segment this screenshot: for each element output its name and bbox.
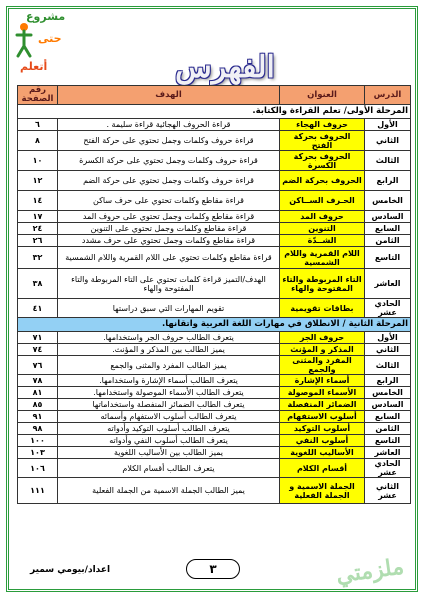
watermark-text: ملزمتي xyxy=(334,553,406,589)
topic-cell: الأسماء الموصولة xyxy=(280,387,365,399)
logo-line-1: مشروع xyxy=(26,10,66,23)
header-lesson: الدرس xyxy=(365,86,411,105)
lesson-cell: الثاني عشر xyxy=(365,478,411,504)
topic-cell: حروف الجر xyxy=(280,332,365,344)
lesson-cell: الرابع xyxy=(365,171,411,191)
goal-cell: يتعرف الطالب الأسماء الموصولة واستخدامها. xyxy=(58,387,280,399)
logo-line-2: حتى xyxy=(38,32,62,45)
table-row xyxy=(18,223,411,235)
table-row xyxy=(18,411,411,423)
topic-cell: المفرد والمثنى والجمع xyxy=(280,356,365,375)
topic-cell: الحروف بحركة الفتح xyxy=(280,131,365,151)
lesson-cell: الحادي عشر xyxy=(365,299,411,318)
table-row xyxy=(18,332,411,344)
author-credit: اعداد/بيومي سمير xyxy=(30,565,111,575)
topic-cell: أسماء الإشارة xyxy=(280,375,365,387)
lesson-cell: الخامس xyxy=(365,191,411,211)
section-row-1 xyxy=(18,105,411,119)
topic-cell: الأساليب اللغوية xyxy=(280,447,365,459)
goal-cell: قراءة الحروف الهجائية قراءة سليمة . xyxy=(58,119,280,131)
topic-cell: أسلوب النفي xyxy=(280,435,365,447)
goal-cell: قراءة مقاطع وكلمات وجمل تحتوي على حروف المد xyxy=(58,211,280,223)
lesson-cell: الأول xyxy=(365,332,411,344)
page-cell: ٨ xyxy=(18,131,58,151)
topic-cell: الشــدّة xyxy=(280,235,365,247)
table-row xyxy=(18,171,411,191)
topic-cell: المذكر و المؤنث xyxy=(280,344,365,356)
lesson-cell: الحادي عشر xyxy=(365,459,411,478)
table-row xyxy=(18,344,411,356)
header-page: رقم الصفحة xyxy=(18,86,58,105)
table-row xyxy=(18,375,411,387)
topic-cell: الحروف بحركة الكسرة xyxy=(280,151,365,171)
goal-cell: قراءة مقاطع وكلمات تحتوي على حرف ساكن xyxy=(58,191,280,211)
topic-cell: أقسام الكلام xyxy=(280,459,365,478)
page-cell: ٦ xyxy=(18,119,58,131)
table-row xyxy=(18,269,411,299)
page-cell: ١٤ xyxy=(18,191,58,211)
goal-cell: يتعرف الطالب أسماء الإشارة واستخدامها. xyxy=(58,375,280,387)
page-number: ٣ xyxy=(186,559,240,579)
topic-cell: الحروف بحركة الضم xyxy=(280,171,365,191)
table-row xyxy=(18,119,411,131)
child-figure-icon xyxy=(14,22,34,58)
table-row xyxy=(18,356,411,375)
page-cell: ١٠ xyxy=(18,151,58,171)
lesson-cell: الثالث xyxy=(365,151,411,171)
page-cell: ٩١ xyxy=(18,411,58,423)
section-row-2 xyxy=(18,318,411,332)
topic-cell: التاء المربوطة والتاء المفتوحة والهاء xyxy=(280,269,365,299)
topic-cell: اللام القمرية واللام الشمسية xyxy=(280,247,365,269)
project-logo xyxy=(12,10,68,80)
goal-cell: قراءة حروف وكلمات وجمل تحتوي على حركة الفتح xyxy=(58,131,280,151)
topic-cell: الضمائر المنفصلة xyxy=(280,399,365,411)
table-row xyxy=(18,191,411,211)
lesson-cell: العاشر xyxy=(365,447,411,459)
lesson-cell: الرابع xyxy=(365,375,411,387)
lesson-cell: الثالث xyxy=(365,356,411,375)
goal-cell: يتعرف الطالب أسلوب الاستفهام وأسمائه xyxy=(58,411,280,423)
table-row xyxy=(18,247,411,269)
table-row xyxy=(18,447,411,459)
goal-cell: يميز الطالب بين المذكر و المؤنث. xyxy=(58,344,280,356)
table-row xyxy=(18,435,411,447)
page-cell: ١١١ xyxy=(18,478,58,504)
goal-cell: يميز الطالب المفرد والمثنى والجمع xyxy=(58,356,280,375)
goal-cell: يتعرف الطالب أقسام الكلام xyxy=(58,459,280,478)
table-row xyxy=(18,459,411,478)
watermark-logo xyxy=(330,548,418,594)
goal-cell: يتعرف الطالب أسلوب النفي وأدواته xyxy=(58,435,280,447)
lesson-cell: الثاني xyxy=(365,344,411,356)
lesson-cell: السادس xyxy=(365,399,411,411)
page-cell: ٩٨ xyxy=(18,423,58,435)
page-cell: ٣٢ xyxy=(18,247,58,269)
page-title: الفهرس xyxy=(175,50,275,85)
goal-cell: قراءة مقاطع وكلمات تحتوي على اللام القمرية واللام الشمسية xyxy=(58,247,280,269)
section-title-2: المرحلة الثانية / الانطلاق في مهارات اللغة العربية واتقانها. xyxy=(18,318,411,332)
lesson-cell: التاسع xyxy=(365,435,411,447)
section-title-1: المرحلة الأولى/ تعلم القراءة والكتابة. xyxy=(18,105,411,119)
table-row xyxy=(18,299,411,318)
table-header-row xyxy=(18,86,411,105)
topic-cell: الجملة الاسمية و الجملة الفعلية xyxy=(280,478,365,504)
page-cell: ١٠٠ xyxy=(18,435,58,447)
lesson-cell: العاشر xyxy=(365,269,411,299)
table-row xyxy=(18,235,411,247)
topic-cell: أسلوب الاستفهام xyxy=(280,411,365,423)
goal-cell: يميز الطالب بين الأساليب اللغوية xyxy=(58,447,280,459)
page-cell: ٨٥ xyxy=(18,399,58,411)
goal-cell: الهدف/التميز قراءة كلمات تحتوي على التاء المربوطة والتاء المفتوحة والهاء xyxy=(58,269,280,299)
table-row xyxy=(18,478,411,504)
table-row xyxy=(18,131,411,151)
page-cell: ٧١ xyxy=(18,332,58,344)
page-cell: ٧٨ xyxy=(18,375,58,387)
page-cell: ٨١ xyxy=(18,387,58,399)
lesson-cell: التاسع xyxy=(365,247,411,269)
goal-cell: تقويم المهارات التي سبق دراستها xyxy=(58,299,280,318)
topic-cell: بطاقات تقويمية xyxy=(280,299,365,318)
topic-cell: حروف الهجاء xyxy=(280,119,365,131)
lesson-cell: الثامن xyxy=(365,235,411,247)
goal-cell: يتعرف الطالب أسلوب التوكيد وأدواته xyxy=(58,423,280,435)
table-row xyxy=(18,387,411,399)
index-table xyxy=(17,85,411,504)
page-cell: ١٢ xyxy=(18,171,58,191)
table-row xyxy=(18,423,411,435)
header-goal: الهدف xyxy=(58,86,280,105)
lesson-cell: السادس xyxy=(365,211,411,223)
topic-cell: أسلوب التوكيد xyxy=(280,423,365,435)
lesson-cell: الأول xyxy=(365,119,411,131)
logo-line-3: أتعلم xyxy=(20,60,48,73)
page-cell: ١٧ xyxy=(18,211,58,223)
topic-cell: التنوين xyxy=(280,223,365,235)
table-row xyxy=(18,151,411,171)
page-cell: ٧٦ xyxy=(18,356,58,375)
lesson-cell: الثاني xyxy=(365,131,411,151)
topic-cell: الحـرف الســاكن xyxy=(280,191,365,211)
page-cell: ١٠٦ xyxy=(18,459,58,478)
goal-cell: قراءة حروف وكلمات وجمل تحتوي على حركة الضم xyxy=(58,171,280,191)
page-cell: ٢٤ xyxy=(18,223,58,235)
lesson-cell: السابع xyxy=(365,411,411,423)
page-cell: ٧٤ xyxy=(18,344,58,356)
goal-cell: قراءة مقاطع وكلمات وجمل تحتوي على التنوين xyxy=(58,223,280,235)
goal-cell: قراءة حروف وكلمات وجمل تحتوي على حركة الكسرة xyxy=(58,151,280,171)
lesson-cell: الثامن xyxy=(365,423,411,435)
page-cell: ٤١ xyxy=(18,299,58,318)
page-cell: ٢٦ xyxy=(18,235,58,247)
topic-cell: حروف المد xyxy=(280,211,365,223)
lesson-cell: الخامس xyxy=(365,387,411,399)
goal-cell: يميز الطالب الجملة الاسمية من الجملة الفعلية xyxy=(58,478,280,504)
table-row xyxy=(18,211,411,223)
lesson-cell: السابع xyxy=(365,223,411,235)
page-cell: ١٠٣ xyxy=(18,447,58,459)
goal-cell: يتعرف الطالب الضمائر المنفصلة واستخداماتها xyxy=(58,399,280,411)
goal-cell: قراءة مقاطع وكلمات وجمل تحتوي على حرف مشدد xyxy=(58,235,280,247)
page-cell: ٣٨ xyxy=(18,269,58,299)
header-topic: العنوان xyxy=(280,86,365,105)
table-row xyxy=(18,399,411,411)
goal-cell: يتعرف الطالب حروف الجر واستخدامها. xyxy=(58,332,280,344)
